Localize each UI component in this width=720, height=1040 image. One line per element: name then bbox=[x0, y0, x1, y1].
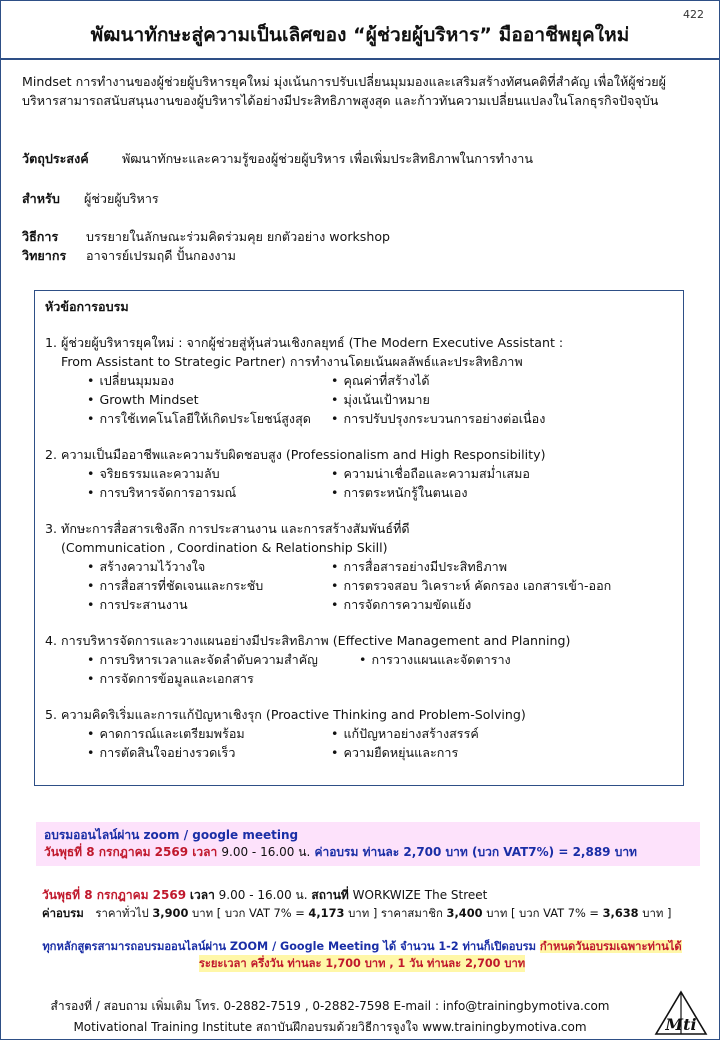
topic-heading-line1: 1. ผู้ช่วยผู้บริหารยุคใหม่ : จากผู้ช่วยสู่หุ้นส่วนเชิงกลยุทธ์ (The Modern Executive Assistant : bbox=[45, 335, 564, 350]
classroom-place-label: สถานที่ bbox=[311, 888, 349, 902]
topic-heading-line1: 3. ทักษะการสื่อสารเชิงลึก การประสานงาน และการสร้างสัมพันธ์ที่ดี bbox=[45, 521, 410, 536]
note-highlight: กำหนดวันอบรมเฉพาะท่านได้ bbox=[539, 940, 682, 953]
bullet-item: • แก้ปัญหาอย่างสร้างสรรค์ bbox=[331, 724, 621, 743]
bullet-item: • มุ่งเน้นเป้าหมาย bbox=[331, 390, 621, 409]
objective-row bbox=[22, 150, 533, 168]
bullet-item: • การสื่อสารที่ชัดเจนและกระชับ bbox=[87, 576, 331, 595]
online-training-box bbox=[36, 822, 700, 866]
bullet-item: • การประสานงาน bbox=[87, 595, 331, 614]
topic-3 bbox=[45, 519, 673, 614]
member-price-label: บาท ] ราคาสมาชิก bbox=[348, 906, 443, 920]
bullet-item: • การบริหารจัดการอารมณ์ bbox=[87, 483, 331, 502]
classroom-info bbox=[42, 886, 702, 922]
bullet-item: • Growth Mindset bbox=[87, 390, 331, 409]
topic-bullets bbox=[45, 371, 673, 428]
online-details bbox=[44, 844, 692, 861]
online-promo-note bbox=[22, 938, 702, 972]
page-title: พัฒนาทักษะสู่ความเป็นเลิศของ “ผู้ช่วยผู้บริหาร” มืออาชีพยุคใหม่ bbox=[90, 24, 630, 46]
classroom-date: วันพุธที่ 8 กรกฎาคม 2569 bbox=[42, 888, 187, 902]
topic-heading bbox=[45, 705, 673, 724]
bullet-item: • การวางแผนและจัดตาราง bbox=[359, 650, 619, 669]
topics-box bbox=[34, 290, 684, 786]
bullet-item: • จริยธรรมและความลับ bbox=[87, 464, 331, 483]
topic-heading-line2: From Assistant to Strategic Partner) การทำงานโดยเน้นผลลัพธ์และประสิทธิภาพ bbox=[61, 354, 523, 369]
classroom-fee-label: ค่าอบรม bbox=[42, 906, 84, 920]
topic-heading-line2: (Communication , Coordination & Relationship Skill) bbox=[61, 540, 388, 555]
intro-paragraph: Mindset การทำงานของผู้ช่วยผู้บริหารยุคใหม่ มุ่งเน้นการปรับเปลี่ยนมุมมองและเสริมสร้างทัศนคติที่สำคัญ เพื่อให้ผู้ช่วยผู้บริหารสามารถสนับสนุนงานของผู้บริหารได้อย่างมีประสิทธิภาพสูงสุด และก้าวทันความเปลี่ยนแปลงในโลกธุรกิจปัจจุบัน bbox=[22, 74, 667, 108]
topics-title: หัวข้อการอบรม bbox=[45, 299, 129, 314]
topic-bullets bbox=[45, 464, 673, 502]
title-divider bbox=[0, 58, 720, 60]
general-price-label: ราคาทั่วไป bbox=[95, 906, 149, 920]
member-vat-price: 3,638 bbox=[602, 906, 639, 920]
mti-logo-icon bbox=[652, 990, 710, 1036]
bullet-item: • คุณค่าที่สร้างได้ bbox=[331, 371, 621, 390]
general-vat-label: บาท [ บวก VAT 7% = bbox=[192, 906, 305, 920]
method-row bbox=[22, 228, 390, 246]
online-fee: 2,700 บาท (บวก VAT7%) = 2,889 บาท bbox=[403, 845, 637, 859]
topic-heading bbox=[45, 631, 673, 650]
method-value: บรรยายในลักษณะร่วมคิดร่วมคุย ยกตัวอย่าง workshop bbox=[86, 229, 391, 244]
topic-5 bbox=[45, 705, 673, 762]
online-date: วันพุธที่ 8 กรกฎาคม 2569 bbox=[44, 845, 189, 859]
online-time: 9.00 - 16.00 น. bbox=[221, 845, 311, 859]
online-fee-label: ค่าอบรม ท่านละ bbox=[314, 845, 400, 859]
bullet-item: • เปลี่ยนมุมมอง bbox=[87, 371, 331, 390]
bullet-item: • การตระหนักรู้ในตนเอง bbox=[331, 483, 621, 502]
logo-text: Mti bbox=[665, 1015, 697, 1034]
topic-bullets bbox=[45, 650, 673, 688]
bullet-item: • การจัดการความขัดแย้ง bbox=[331, 595, 621, 614]
classroom-time: 9.00 - 16.00 น. bbox=[218, 888, 308, 902]
bullet-item: • การปรับปรุงกระบวนการอย่างต่อเนื่อง bbox=[331, 409, 621, 428]
bullet-item: • การจัดการข้อมูลและเอกสาร bbox=[87, 669, 359, 688]
speaker-value: อาจารย์เปรมฤดี ปั้นกองงาม bbox=[86, 248, 236, 263]
objective-label: วัตถุประสงค์ bbox=[22, 151, 89, 166]
classroom-place: WORKWIZE The Street bbox=[352, 888, 488, 902]
online-heading: อบรมออนไลน์ผ่าน zoom / google meeting bbox=[44, 828, 299, 842]
topic-heading-line1: 2. ความเป็นมืออาชีพและความรับผิดชอบสูง (Professionalism and High Responsibility) bbox=[45, 447, 546, 462]
bullet-item: • การสื่อสารอย่างมีประสิทธิภาพ bbox=[331, 557, 621, 576]
topic-4 bbox=[45, 631, 673, 688]
classroom-fees bbox=[42, 904, 702, 922]
bullet-item: • การบริหารเวลาและจัดลำดับความสำคัญ bbox=[87, 650, 359, 669]
classroom-schedule bbox=[42, 886, 702, 904]
topic-heading bbox=[45, 519, 673, 557]
topic-heading bbox=[45, 445, 673, 464]
topic-heading-line1: 4. การบริหารจัดการและวางแผนอย่างมีประสิทธิภาพ (Effective Management and Planning) bbox=[45, 633, 571, 648]
topic-bullets bbox=[45, 724, 673, 762]
member-vat-label: บาท [ บวก VAT 7% = bbox=[486, 906, 599, 920]
bullet-item: • การใช้เทคโนโลยีให้เกิดประโยชน์สูงสุด bbox=[87, 409, 331, 428]
bullet-item: • ความน่าเชื่อถือและความสม่ำเสมอ bbox=[331, 464, 621, 483]
bullet-item: • คาดการณ์และเตรียมพร้อม bbox=[87, 724, 331, 743]
general-price: 3,900 bbox=[152, 906, 189, 920]
speaker-label: วิทยากร bbox=[22, 248, 67, 263]
method-label: วิธีการ bbox=[22, 229, 59, 244]
footer-institute: Motivational Training Institute สถาบันฝึกอบรมด้วยวิธีการจูงใจ www.trainingbymotiva.com bbox=[73, 1020, 587, 1034]
objective-value: พัฒนาทักษะและความรู้ของผู้ช่วยผู้บริหาร เพื่อเพิ่มประสิทธิภาพในการทำงาน bbox=[122, 151, 533, 166]
audience-row bbox=[22, 190, 159, 208]
bullet-item: • สร้างความไว้วางใจ bbox=[87, 557, 331, 576]
speaker-row bbox=[22, 247, 236, 265]
topic-2 bbox=[45, 445, 673, 502]
audience-value: ผู้ช่วยผู้บริหาร bbox=[84, 191, 159, 206]
audience-label: สำหรับ bbox=[22, 191, 60, 206]
topic-heading-line1: 5. ความคิดริเริ่มและการแก้ปัญหาเชิงรุก (Proactive Thinking and Problem-Solving) bbox=[45, 707, 526, 722]
member-price: 3,400 bbox=[446, 906, 483, 920]
general-vat-price: 4,173 bbox=[308, 906, 345, 920]
bullet-item: • การตรวจสอบ วิเคราะห์ คัดกรอง เอกสารเข้า-ออก bbox=[331, 576, 621, 595]
topic-1 bbox=[45, 333, 673, 428]
footer-contact: สำรองที่ / สอบถาม เพิ่มเติม โทร. 0-2882-7519 , 0-2882-7598 E-mail : info@trainingbymotiva.com bbox=[50, 999, 610, 1013]
topic-heading bbox=[45, 333, 673, 371]
note-pricing: ระยะเวลา ครึ่งวัน ท่านละ 1,700 บาท , 1 วัน ท่านละ 2,700 บาท bbox=[198, 957, 526, 970]
topic-bullets bbox=[45, 557, 673, 614]
bullet-item: • การตัดสินใจอย่างรวดเร็ว bbox=[87, 743, 331, 762]
classroom-time-label: เวลา bbox=[189, 888, 215, 902]
bullet-item: • ความยืดหยุ่นและการ bbox=[331, 743, 621, 762]
note-part1: ทุกหลักสูตรสามารถอบรมออนไลน์ผ่าน ZOOM / Google Meeting ได้ จำนวน 1-2 ท่านก็เปิดอบรม bbox=[42, 940, 536, 953]
fee-tail: บาท ] bbox=[642, 906, 672, 920]
page-number: 422 bbox=[683, 8, 704, 21]
online-time-label: เวลา bbox=[192, 845, 218, 859]
